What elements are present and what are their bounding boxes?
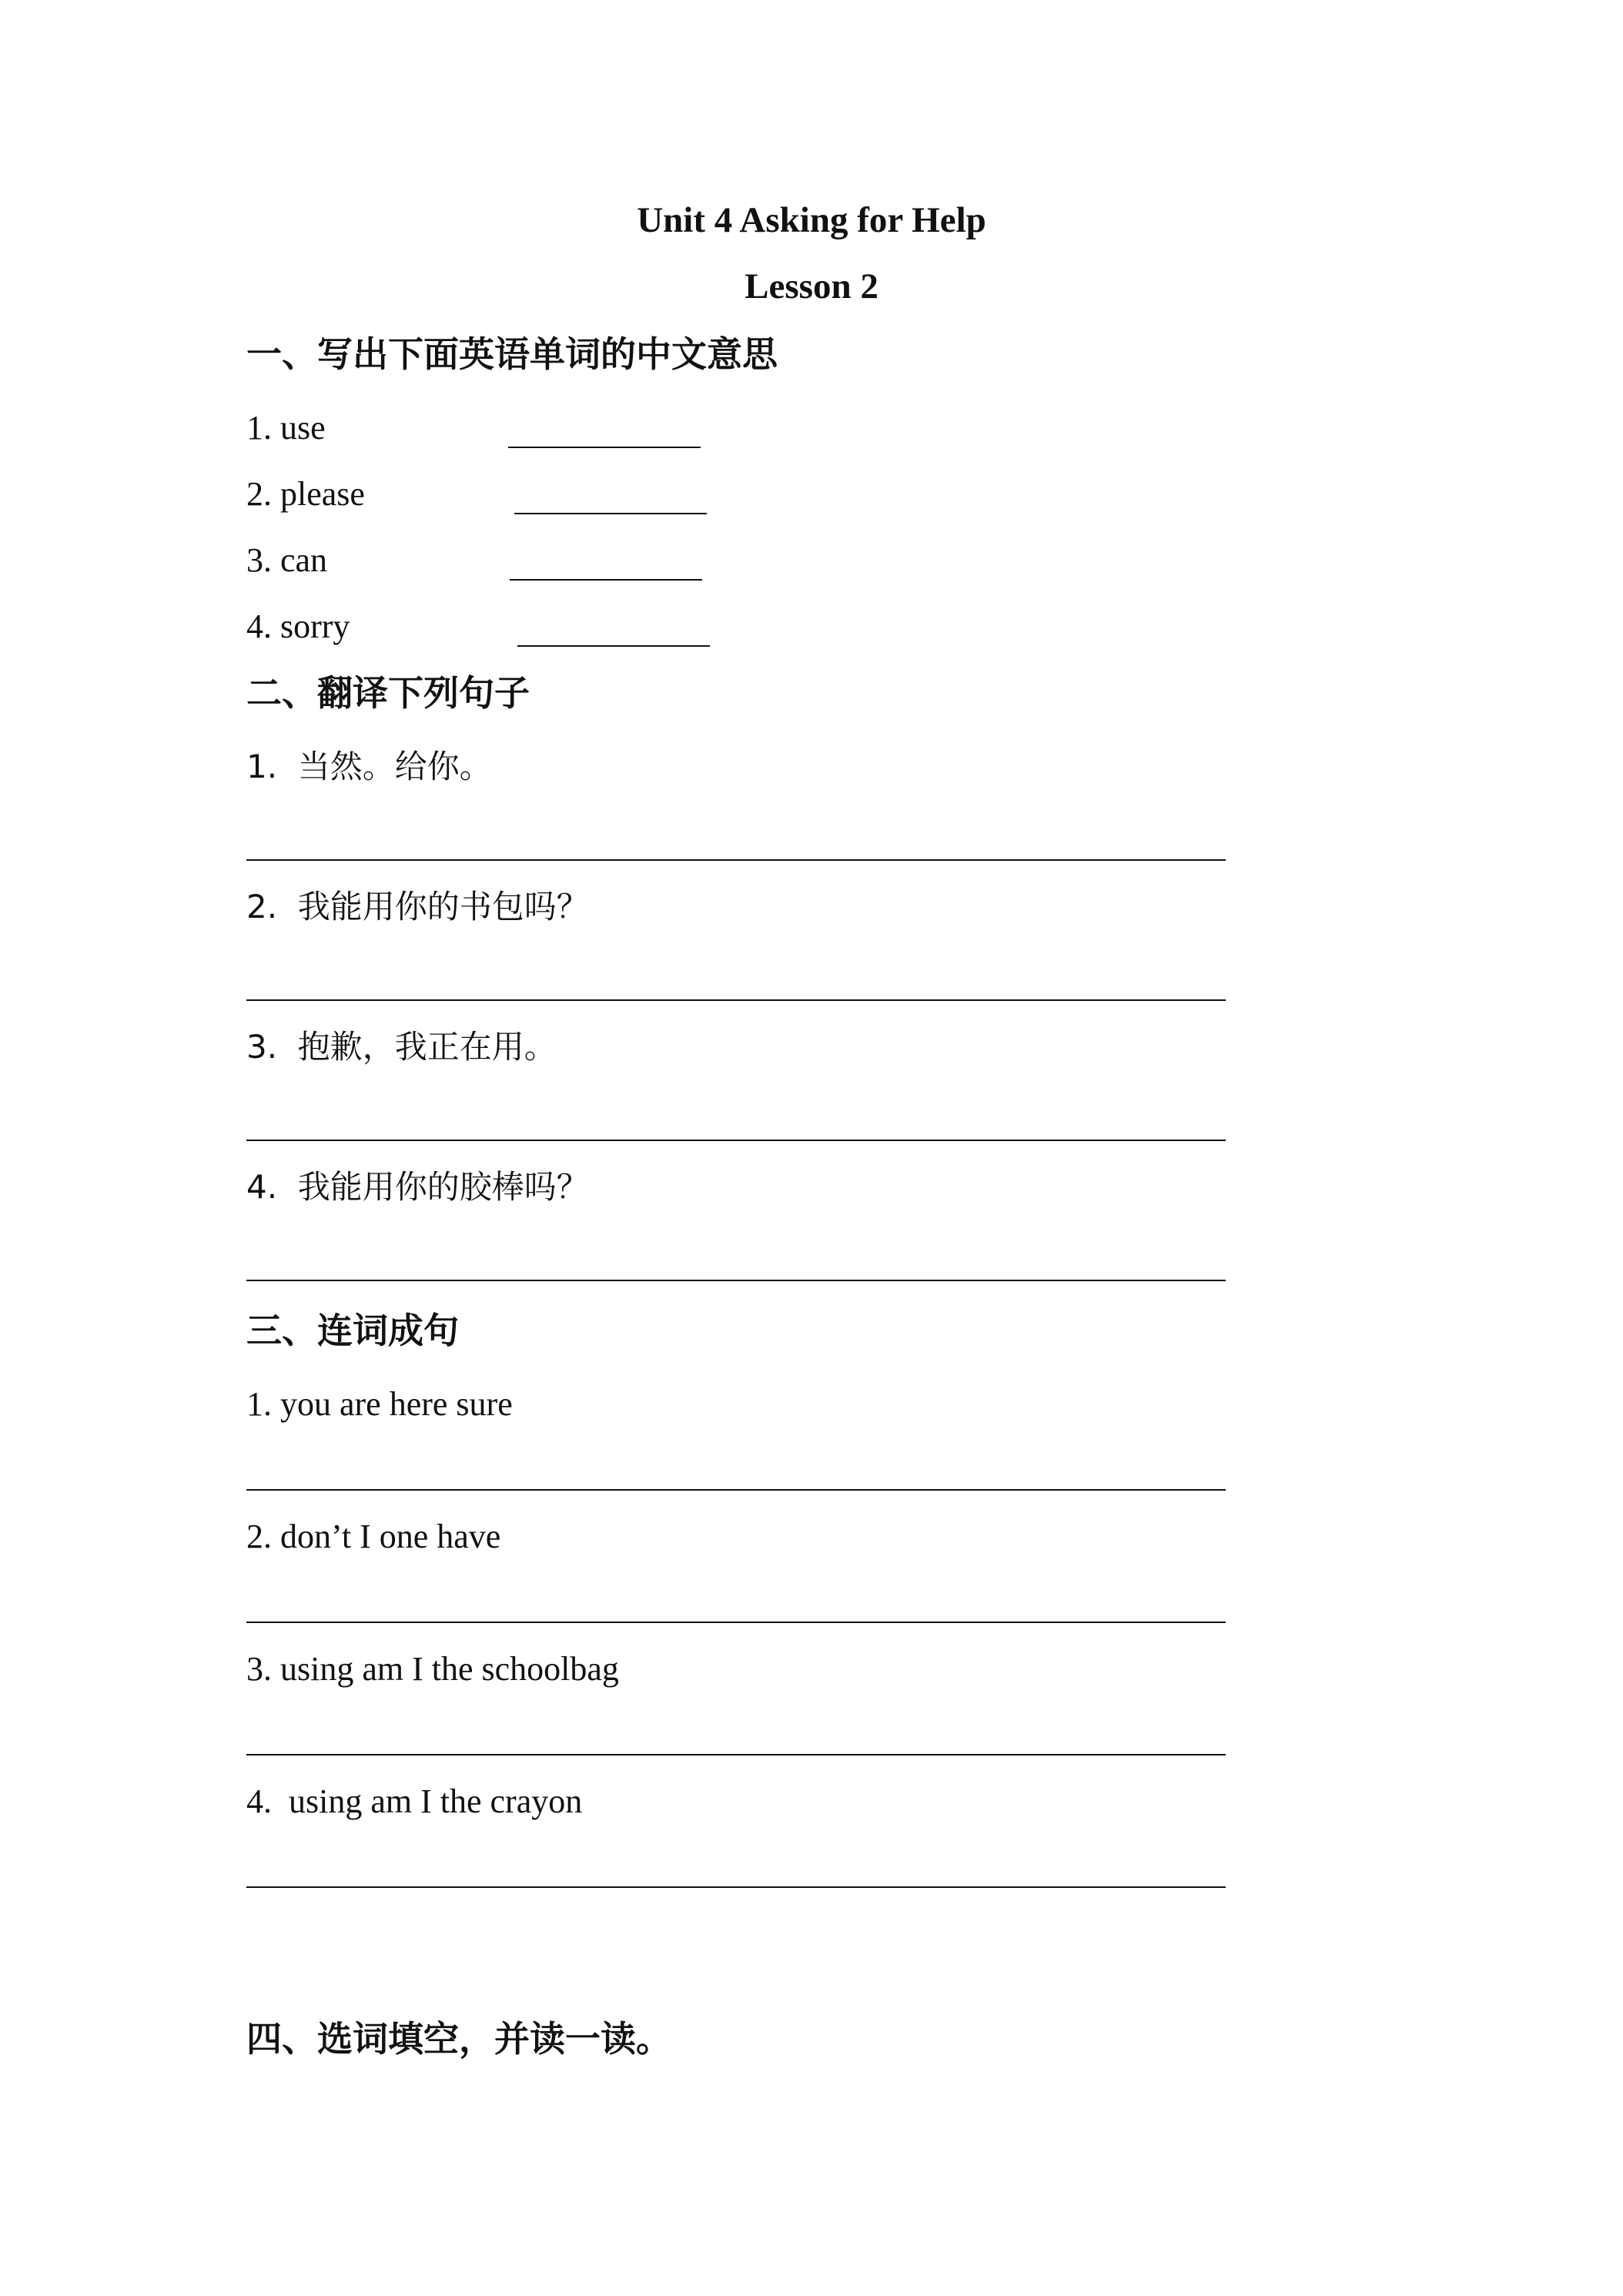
translate-answer-line-1[interactable]	[246, 859, 1226, 861]
vocab-item-1: 1. use	[246, 409, 326, 447]
vocab-item-3: 3. can	[246, 541, 328, 579]
translate-item-2: 2. 我能用你的书包吗？	[246, 888, 589, 925]
reorder-answer-line-4[interactable]	[246, 1886, 1226, 1888]
vocab-answer-line-3[interactable]	[510, 579, 702, 581]
vocab-answer-line-2[interactable]	[514, 513, 707, 514]
vocab-item-4: 4. sorry	[246, 607, 350, 645]
reorder-item-2: 2. don’t I one have	[246, 1518, 501, 1555]
section1-heading: 一、写出下面英语单词的中文意思	[246, 333, 778, 375]
reorder-item-3: 3. using am I the schoolbag	[246, 1650, 619, 1688]
reorder-answer-line-3[interactable]	[246, 1754, 1226, 1755]
translate-item-4: 4. 我能用你的胶棒吗？	[246, 1168, 589, 1206]
page-title: Unit 4 Asking for Help	[637, 200, 986, 240]
vocab-item-2: 2. please	[246, 475, 365, 513]
translate-answer-line-3[interactable]	[246, 1140, 1226, 1141]
reorder-item-4: 4. using am I the crayon	[246, 1782, 583, 1820]
section2-heading: 二、翻译下列句子	[246, 672, 530, 714]
translate-answer-line-2[interactable]	[246, 999, 1226, 1001]
translate-item-1: 1. 当然。给你。	[246, 748, 492, 785]
translate-answer-line-4[interactable]	[246, 1280, 1226, 1281]
vocab-answer-line-4[interactable]	[517, 645, 710, 647]
section3-heading: 三、连词成句	[246, 1310, 459, 1351]
reorder-answer-line-1[interactable]	[246, 1489, 1226, 1491]
page-subtitle: Lesson 2	[745, 266, 878, 306]
reorder-answer-line-2[interactable]	[246, 1622, 1226, 1623]
section4-heading: 四、选词填空，并读一读。	[246, 2018, 671, 2060]
translate-item-3: 3. 抱歉，我正在用。	[246, 1028, 557, 1066]
reorder-item-1: 1. you are here sure	[246, 1385, 513, 1423]
vocab-answer-line-1[interactable]	[508, 447, 701, 448]
